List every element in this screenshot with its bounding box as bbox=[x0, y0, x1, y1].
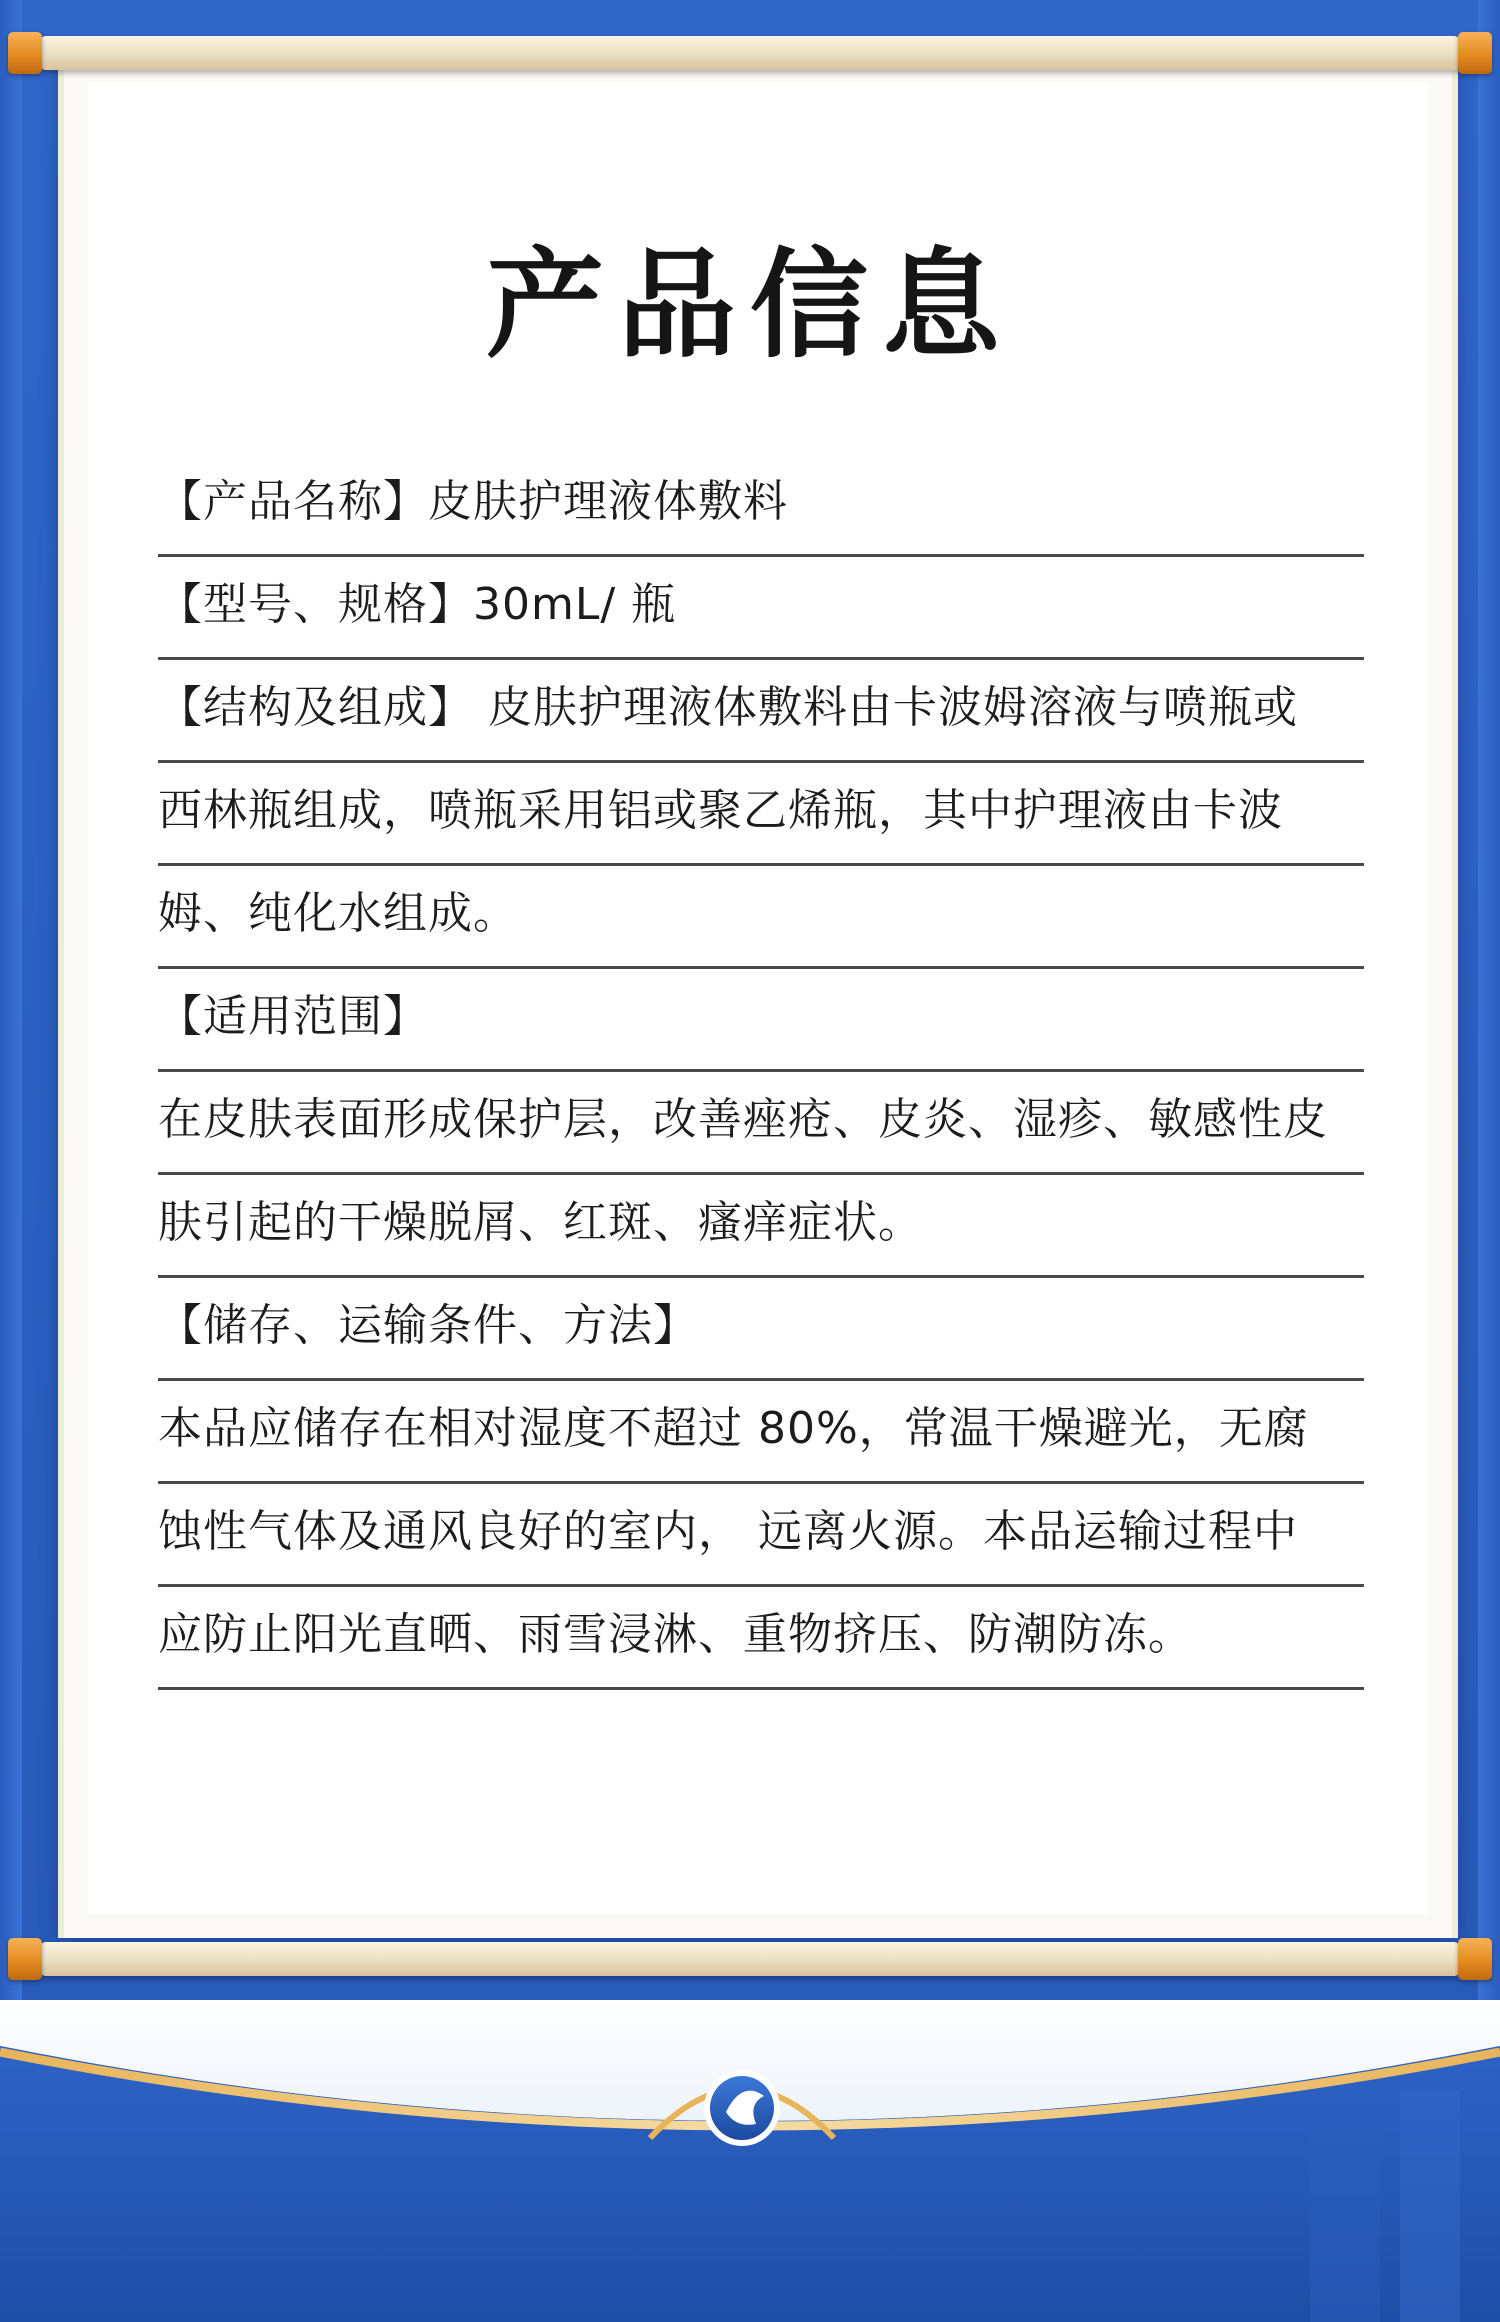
info-line-scope-1: 在皮肤表面形成保护层，改善痤疮、皮炎、湿疹、敏感性皮 bbox=[158, 1072, 1364, 1175]
info-line-structure-3: 姆、纯化水组成。 bbox=[158, 866, 1364, 969]
rod-bar bbox=[40, 1942, 1460, 1976]
info-line-storage-2: 蚀性气体及通风良好的室内， 远离火源。本品运输过程中 bbox=[158, 1484, 1364, 1587]
info-line-scope-heading: 【适用范围】 bbox=[158, 969, 1364, 1072]
rod-cap-right bbox=[1458, 32, 1492, 74]
info-line-structure-2: 西林瓶组成，喷瓶采用铝或聚乙烯瓶，其中护理液由卡波 bbox=[158, 763, 1364, 866]
info-line-storage-heading: 【储存、运输条件、方法】 bbox=[158, 1278, 1364, 1381]
rod-bar bbox=[40, 36, 1460, 70]
info-line-product-name: 【产品名称】皮肤护理液体敷料 bbox=[158, 454, 1364, 557]
info-line-storage-3: 应防止阳光直晒、雨雪浸淋、重物挤压、防潮防冻。 bbox=[158, 1587, 1364, 1690]
rod-cap-left bbox=[8, 32, 42, 74]
rod-cap-right bbox=[1458, 1938, 1492, 1980]
band-graphic bbox=[0, 2000, 1500, 2322]
scroll-rod-bottom bbox=[0, 1932, 1500, 1986]
decorative-bottom-band bbox=[0, 2000, 1500, 2322]
info-line-scope-2: 肤引起的干燥脱屑、红斑、瘙痒症状。 bbox=[158, 1175, 1364, 1278]
info-line-model-spec: 【型号、规格】30mL/ 瓶 bbox=[158, 557, 1364, 660]
scroll-rod-top bbox=[0, 26, 1500, 80]
product-info-list bbox=[158, 454, 1364, 1690]
page-title: 产品信息 bbox=[485, 235, 1014, 374]
info-line-structure-1: 【结构及组成】 皮肤护理液体敷料由卡波姆溶液与喷瓶或 bbox=[158, 660, 1364, 763]
rod-cap-left bbox=[8, 1938, 42, 1980]
info-line-storage-1: 本品应储存在相对湿度不超过 80%，常温干燥避光，无腐 bbox=[158, 1381, 1364, 1484]
